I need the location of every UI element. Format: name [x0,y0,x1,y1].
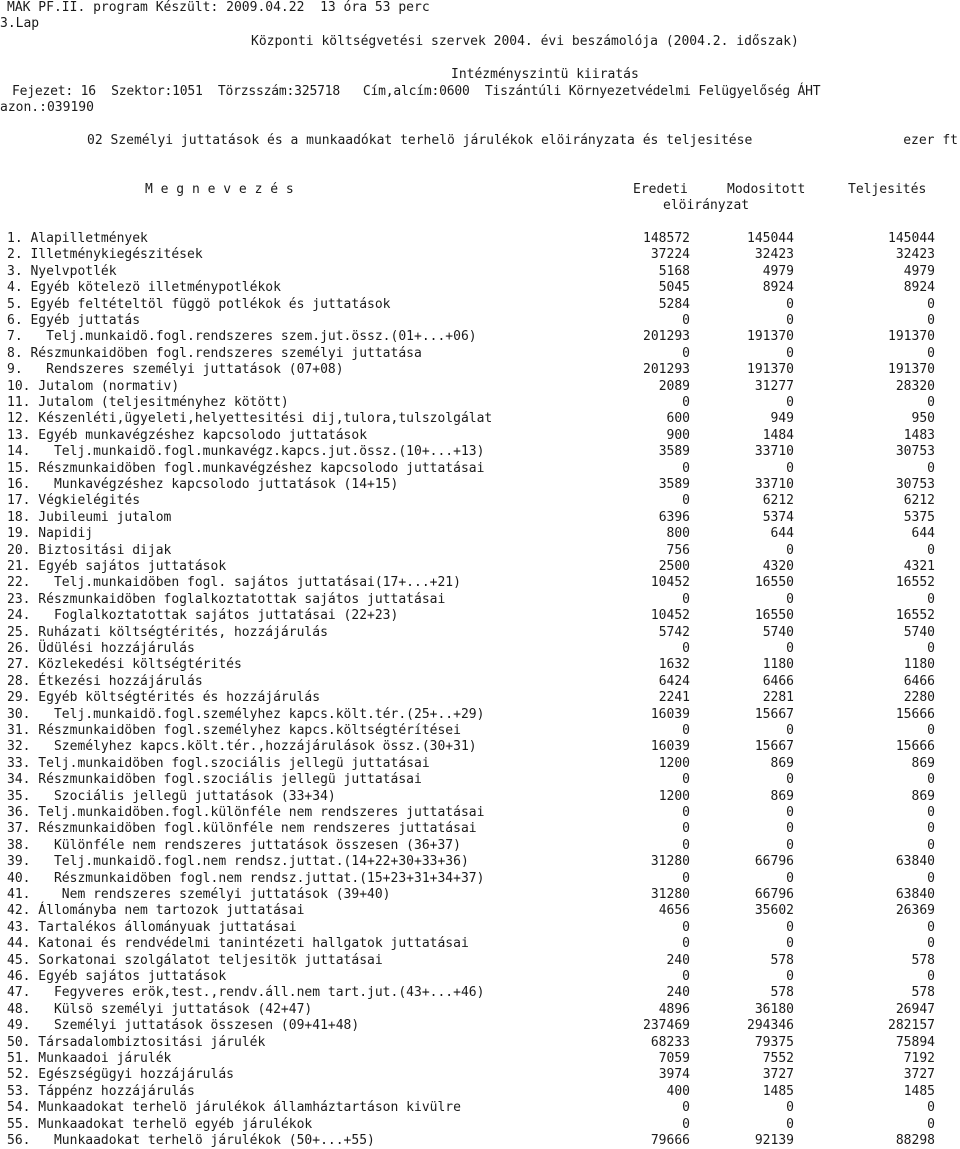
original-value: 201293 [643,362,690,378]
original-value: 0 [682,805,690,820]
row-label: 21. Egyéb sajátos juttatások [7,559,227,574]
report-title: Központi költségvetési szervek 2004. évi beszámolója (2004.2. időszak) [251,34,799,49]
row-label: 20. Biztositási dijak [7,542,172,558]
original-value: 4656 [658,903,690,919]
modified-value: 15667 [754,739,794,755]
actual-value: 578 [911,985,935,1001]
modified-value: 92139 [754,1133,794,1148]
table-row [0,1051,960,1067]
table-row [0,854,960,870]
original-value: 237469 [643,1018,690,1034]
modified-value: 0 [786,296,794,312]
original-value: 16039 [650,706,690,722]
table-row [0,887,960,903]
original-value: 4896 [658,1001,690,1017]
modified-value: 191370 [747,362,794,378]
table-row [0,575,960,591]
modified-value: 1180 [762,657,794,673]
actual-value: 0 [927,542,935,558]
original-value: 0 [682,837,690,853]
actual-value: 578 [911,952,935,968]
table-row [0,444,960,460]
modified-value: 0 [786,969,794,984]
row-label: 3. Nyelvpotlék [7,263,117,279]
original-value: 37224 [650,247,690,263]
original-value: 0 [682,936,690,952]
actual-value: 950 [911,411,935,427]
actual-value: 191370 [888,362,935,378]
modified-value: 33710 [754,444,794,460]
actual-value: 15666 [895,739,935,755]
original-value: 1632 [658,657,690,673]
actual-value: 26369 [895,903,935,919]
original-value: 0 [682,1116,690,1132]
actual-value: 5740 [903,624,935,640]
modified-value: 32423 [754,247,794,263]
row-label: 28. Étkezési hozzájárulás [7,673,203,689]
original-value: 900 [666,427,690,443]
actual-value: 0 [927,870,935,886]
table-row [0,477,960,493]
table-row [0,461,960,477]
modified-value: 294346 [747,1018,794,1034]
modified-value: 7552 [762,1051,794,1066]
actual-value: 7192 [903,1051,935,1066]
actual-value: 6212 [903,493,935,509]
original-value: 7059 [658,1051,690,1066]
table-row [0,953,960,969]
modified-value: 35602 [754,903,794,919]
actual-value: 5375 [903,509,935,525]
table-row [0,329,960,345]
actual-value: 16552 [895,608,935,624]
row-label: 30. Telj.munkaidö.fogl.személyhez kapcs.költ.tér.(25+..+29) [7,706,485,722]
table-row [0,739,960,755]
actual-value: 0 [927,641,935,656]
table-row [0,510,960,526]
row-label: 46. Egyéb sajátos juttatások [7,969,227,984]
table-row [0,805,960,821]
row-label: 27. Közlekedési költségtérités [7,657,242,673]
actual-value: 869 [911,788,935,804]
table-row [0,871,960,887]
original-value: 2500 [658,559,690,574]
column-header-original: Eredeti [633,182,688,197]
actual-value: 0 [927,395,935,410]
table-row [0,920,960,936]
table-row [0,1035,960,1051]
table-row [0,707,960,723]
modified-value: 0 [786,641,794,656]
actual-value: 0 [927,969,935,984]
actual-value: 4321 [903,559,935,574]
actual-value: 4979 [903,263,935,279]
table-row [0,379,960,395]
table-row [0,543,960,559]
modified-value: 1485 [762,1083,794,1099]
actual-value: 16552 [895,575,935,591]
actual-value: 282157 [888,1018,935,1034]
original-value: 756 [666,542,690,558]
original-value: 201293 [643,329,690,345]
original-value: 0 [682,395,690,410]
actual-value: 0 [927,1116,935,1132]
actual-value: 1485 [903,1083,935,1099]
table-row [0,559,960,575]
row-label: 47. Fegyveres erök,test.,rendv.áll.nem tart.jut.(43+...+46) [7,985,485,1001]
table-row [0,608,960,624]
actual-value: 0 [927,837,935,853]
table-row [0,362,960,378]
modified-value: 79375 [754,1034,794,1050]
row-label: 51. Munkaadoi járulék [7,1051,172,1066]
table-row [0,723,960,739]
original-value: 79666 [650,1133,690,1148]
modified-value: 31277 [754,378,794,394]
column-header-actual: Teljesités [848,182,927,197]
row-label: 42. Állományba nem tartozok juttatásai [7,903,305,919]
original-value: 0 [682,821,690,837]
table-row [0,821,960,837]
actual-value: 15666 [895,706,935,722]
table-row [0,428,960,444]
section-title: 02 Személyi juttatások és a munkaadókat terhelö járulékok elöirányzata és teljesitése [87,133,753,148]
table-row [0,674,960,690]
modified-value: 578 [770,952,794,968]
table-row [0,903,960,919]
original-value: 0 [682,772,690,788]
table-row [0,1084,960,1100]
modified-value: 0 [786,936,794,952]
table-row [0,969,960,985]
actual-value: 2280 [903,690,935,706]
table-row [0,264,960,280]
table-row [0,297,960,313]
original-value: 1200 [658,755,690,771]
actual-value: 3727 [903,1067,935,1083]
row-label: 18. Jubileumi jutalom [7,509,172,525]
row-label: 23. Részmunkaidöben foglalkoztatottak sajátos juttatásai [7,591,446,607]
original-value: 148572 [643,231,690,246]
row-label: 2. Illetménykiegészitések [7,247,203,263]
actual-value: 6466 [903,673,935,689]
row-label: 49. Személyi juttatások összesen (09+41+48) [7,1018,360,1034]
row-label: 53. Táppénz hozzájárulás [7,1083,195,1099]
table-row [0,395,960,411]
row-label: 43. Tartalékos állományuak juttatásai [7,919,297,935]
modified-value: 145044 [747,231,794,246]
original-value: 3589 [658,477,690,492]
actual-value: 0 [927,313,935,328]
original-value: 16039 [650,739,690,755]
actual-value: 1180 [903,657,935,673]
row-label: 38. Különféle nem rendszeres juttatások összesen (36+37) [7,837,461,853]
row-label: 26. Üdülési hozzájárulás [7,641,195,656]
modified-value: 66796 [754,854,794,870]
report-subtitle: Intézményszintü kiiratás [451,67,639,82]
original-value: 31280 [650,887,690,902]
table-row [0,411,960,427]
row-label: 31. Részmunkaidöben fogl.személyhez kapcs.költségtérítései [7,723,461,738]
row-label: 29. Egyéb költségtérités és hozzájárulás [7,690,321,706]
modified-value: 869 [770,755,794,771]
row-label: 52. Egészségügyi hozzájárulás [7,1067,234,1083]
actual-value: 26947 [895,1001,935,1017]
row-label: 10. Jutalom (normativ) [7,378,180,394]
table-row [0,985,960,1001]
actual-value: 644 [911,526,935,542]
actual-value: 63840 [895,854,935,870]
original-value: 3974 [658,1067,690,1083]
column-subheader-appropriation: elöirányzat [663,198,750,213]
row-label: 55. Munkaadokat terhelö egyéb járulékok [7,1116,313,1132]
table-row [0,1067,960,1083]
modified-value: 36180 [754,1001,794,1017]
actual-value: 63840 [895,887,935,902]
modified-value: 0 [786,591,794,607]
row-label: 11. Jutalom (teljesitményhez kötött) [7,395,289,410]
actual-value: 869 [911,755,935,771]
row-label: 25. Ruházati költségtérités, hozzájárulás [7,624,328,640]
original-value: 68233 [650,1034,690,1050]
original-value: 5168 [658,263,690,279]
modified-value: 644 [770,526,794,542]
row-label: 12. Készenléti,ügyeleti,helyettesitési dij,tulora,tulszolgálat [7,411,493,427]
actual-value: 1483 [903,427,935,443]
table-row [0,313,960,329]
modified-value: 0 [786,1100,794,1116]
modified-value: 0 [786,805,794,820]
original-value: 31280 [650,854,690,870]
actual-value: 0 [927,460,935,476]
row-label: 37. Részmunkaidöben fogl.különféle nem rendszeres juttatásai [7,821,477,837]
original-value: 240 [666,985,690,1001]
modified-value: 6466 [762,673,794,689]
actual-value: 0 [927,936,935,952]
original-value: 5284 [658,296,690,312]
original-value: 600 [666,411,690,427]
modified-value: 191370 [747,329,794,345]
modified-value: 0 [786,345,794,361]
original-value: 10452 [650,575,690,591]
modified-value: 3727 [762,1067,794,1083]
actual-value: 0 [927,805,935,820]
actual-value: 0 [927,772,935,788]
original-value: 5742 [658,624,690,640]
actual-value: 0 [927,1100,935,1116]
modified-value: 5740 [762,624,794,640]
original-value: 0 [682,1100,690,1116]
original-value: 0 [682,345,690,361]
row-label: 9. Rendszeres személyi juttatások (07+08) [7,362,344,378]
row-label: 45. Sorkatonai szolgálatot teljesitök juttatásai [7,952,383,968]
modified-value: 1484 [762,427,794,443]
original-value: 0 [682,641,690,656]
actual-value: 0 [927,723,935,738]
original-value: 0 [682,919,690,935]
row-label: 17. Végkielégités [7,493,141,509]
row-label: 24. Foglalkoztatottak sajátos juttatásai (22+23) [7,608,399,624]
modified-value: 0 [786,1116,794,1132]
row-label: 5. Egyéb feltételtöl függö potlékok és juttatások [7,296,391,312]
modified-value: 33710 [754,477,794,492]
modified-value: 0 [786,542,794,558]
actual-value: 0 [927,345,935,361]
unit-label: ezer ft [903,133,958,148]
actual-value: 30753 [895,477,935,492]
actual-value: 8924 [903,280,935,296]
modified-value: 16550 [754,575,794,591]
row-label: 14. Telj.munkaidö.fogl.munkavégz.kapcs.jut.össz.(10+...+13) [7,444,485,460]
original-value: 0 [682,870,690,886]
institution-info: Fejezet: 16 Szektor:1051 Törzsszám:325718 Cím,alcím:0600 Tiszántúli Környezetvédelmi Felügyelőség ÁHT [12,84,821,99]
table-row [0,346,960,362]
table-row [0,789,960,805]
row-label: 39. Telj.munkaidö.fogl.nem rendsz.juttat.(14+22+30+33+36) [7,854,469,870]
table-row [0,1117,960,1133]
original-value: 0 [682,723,690,738]
actual-value: 88298 [895,1133,935,1148]
row-label: 7. Telj.munkaidö.fogl.rendszeres szem.jut.össz.(01+...+06) [7,329,477,345]
modified-value: 0 [786,870,794,886]
table-row [0,936,960,952]
table-row [0,756,960,772]
original-value: 400 [666,1083,690,1099]
column-header-name: M e g n e v e z é s [145,182,294,197]
table-row [0,231,960,247]
original-value: 0 [682,460,690,476]
actual-value: 75894 [895,1034,935,1050]
row-label: 33. Telj.munkaidöben fogl.szociális jellegü juttatásai [7,755,430,771]
actual-value: 30753 [895,444,935,460]
table-row [0,772,960,788]
modified-value: 0 [786,837,794,853]
row-label: 6. Egyéb juttatás [7,313,141,328]
modified-value: 16550 [754,608,794,624]
table-row [0,493,960,509]
page-number: 3.Lap [0,16,40,31]
modified-value: 0 [786,723,794,738]
actual-value: 145044 [888,231,935,246]
original-value: 2089 [658,378,690,394]
institution-id: azon.:039190 [0,100,94,115]
report-meta-line: MÁK PF.II. program Készült: 2009.04.22 13 óra 53 perc [7,0,430,15]
actual-value: 0 [927,296,935,312]
original-value: 0 [682,969,690,984]
actual-value: 28320 [895,378,935,394]
actual-value: 0 [927,821,935,837]
table-row [0,1100,960,1116]
table-row [0,657,960,673]
table-row [0,1018,960,1034]
table-row [0,838,960,854]
table-row [0,247,960,263]
row-label: 50. Társadalombiztositási járulék [7,1034,266,1050]
row-label: 13. Egyéb munkavégzéshez kapcsolodo juttatások [7,427,368,443]
table-row [0,280,960,296]
table-row [0,641,960,657]
row-label: 32. Személyhez kapcs.költ.tér.,hozzájárulások össz.(30+31) [7,739,477,755]
row-label: 48. Külsö személyi juttatások (42+47) [7,1001,313,1017]
original-value: 6396 [658,509,690,525]
modified-value: 8924 [762,280,794,296]
original-value: 3589 [658,444,690,460]
original-value: 10452 [650,608,690,624]
row-label: 35. Szociális jellegü juttatások (33+34) [7,788,336,804]
original-value: 5045 [658,280,690,296]
row-label: 54. Munkaadokat terhelö járulékok államháztartáson kivülre [7,1100,461,1116]
row-label: 1. Alapilletmények [7,231,148,246]
table-row [0,592,960,608]
table-row [0,1002,960,1018]
modified-value: 0 [786,821,794,837]
modified-value: 66796 [754,887,794,902]
modified-value: 5374 [762,509,794,525]
original-value: 6424 [658,673,690,689]
actual-value: 0 [927,919,935,935]
row-label: 44. Katonai és rendvédelmi tanintézeti hallgatok juttatásai [7,936,469,952]
original-value: 240 [666,952,690,968]
row-label: 36. Telj.munkaidöben.fogl.különféle nem rendszeres juttatásai [7,805,485,820]
modified-value: 4979 [762,263,794,279]
table-row [0,625,960,641]
original-value: 2241 [658,690,690,706]
original-value: 0 [682,313,690,328]
column-header-modified: Modositott [727,182,806,197]
modified-value: 15667 [754,706,794,722]
modified-value: 2281 [762,690,794,706]
row-label: 8. Részmunkaidöben fogl.rendszeres személyi juttatása [7,345,422,361]
row-label: 16. Munkavégzéshez kapcsolodo juttatások (14+15) [7,477,399,492]
modified-value: 869 [770,788,794,804]
modified-value: 0 [786,772,794,788]
original-value: 0 [682,493,690,509]
modified-value: 0 [786,919,794,935]
table-row [0,690,960,706]
actual-value: 191370 [888,329,935,345]
modified-value: 4320 [762,559,794,574]
original-value: 800 [666,526,690,542]
modified-value: 0 [786,313,794,328]
row-label: 4. Egyéb kötelezö illetménypotlékok [7,280,281,296]
row-label: 19. Napidij [7,526,94,542]
modified-value: 578 [770,985,794,1001]
actual-value: 0 [927,591,935,607]
modified-value: 949 [770,411,794,427]
actual-value: 32423 [895,247,935,263]
modified-value: 0 [786,395,794,410]
modified-value: 6212 [762,493,794,509]
row-label: 56. Munkaadokat terhelö járulékok (50+...+55) [7,1133,375,1148]
modified-value: 0 [786,460,794,476]
original-value: 0 [682,591,690,607]
table-row [0,526,960,542]
row-label: 40. Részmunkaidöben fogl.nem rendsz.juttat.(15+23+31+34+37) [7,870,485,886]
row-label: 22. Telj.munkaidöben fogl. sajátos juttatásai(17+...+21) [7,575,461,591]
row-label: 34. Részmunkaidöben fogl.szociális jellegü juttatásai [7,772,422,788]
original-value: 1200 [658,788,690,804]
row-label: 41. Nem rendszeres személyi juttatások (39+40) [7,887,391,902]
row-label: 15. Részmunkaidöben fogl.munkavégzéshez kapcsolodo juttatásai [7,460,485,476]
